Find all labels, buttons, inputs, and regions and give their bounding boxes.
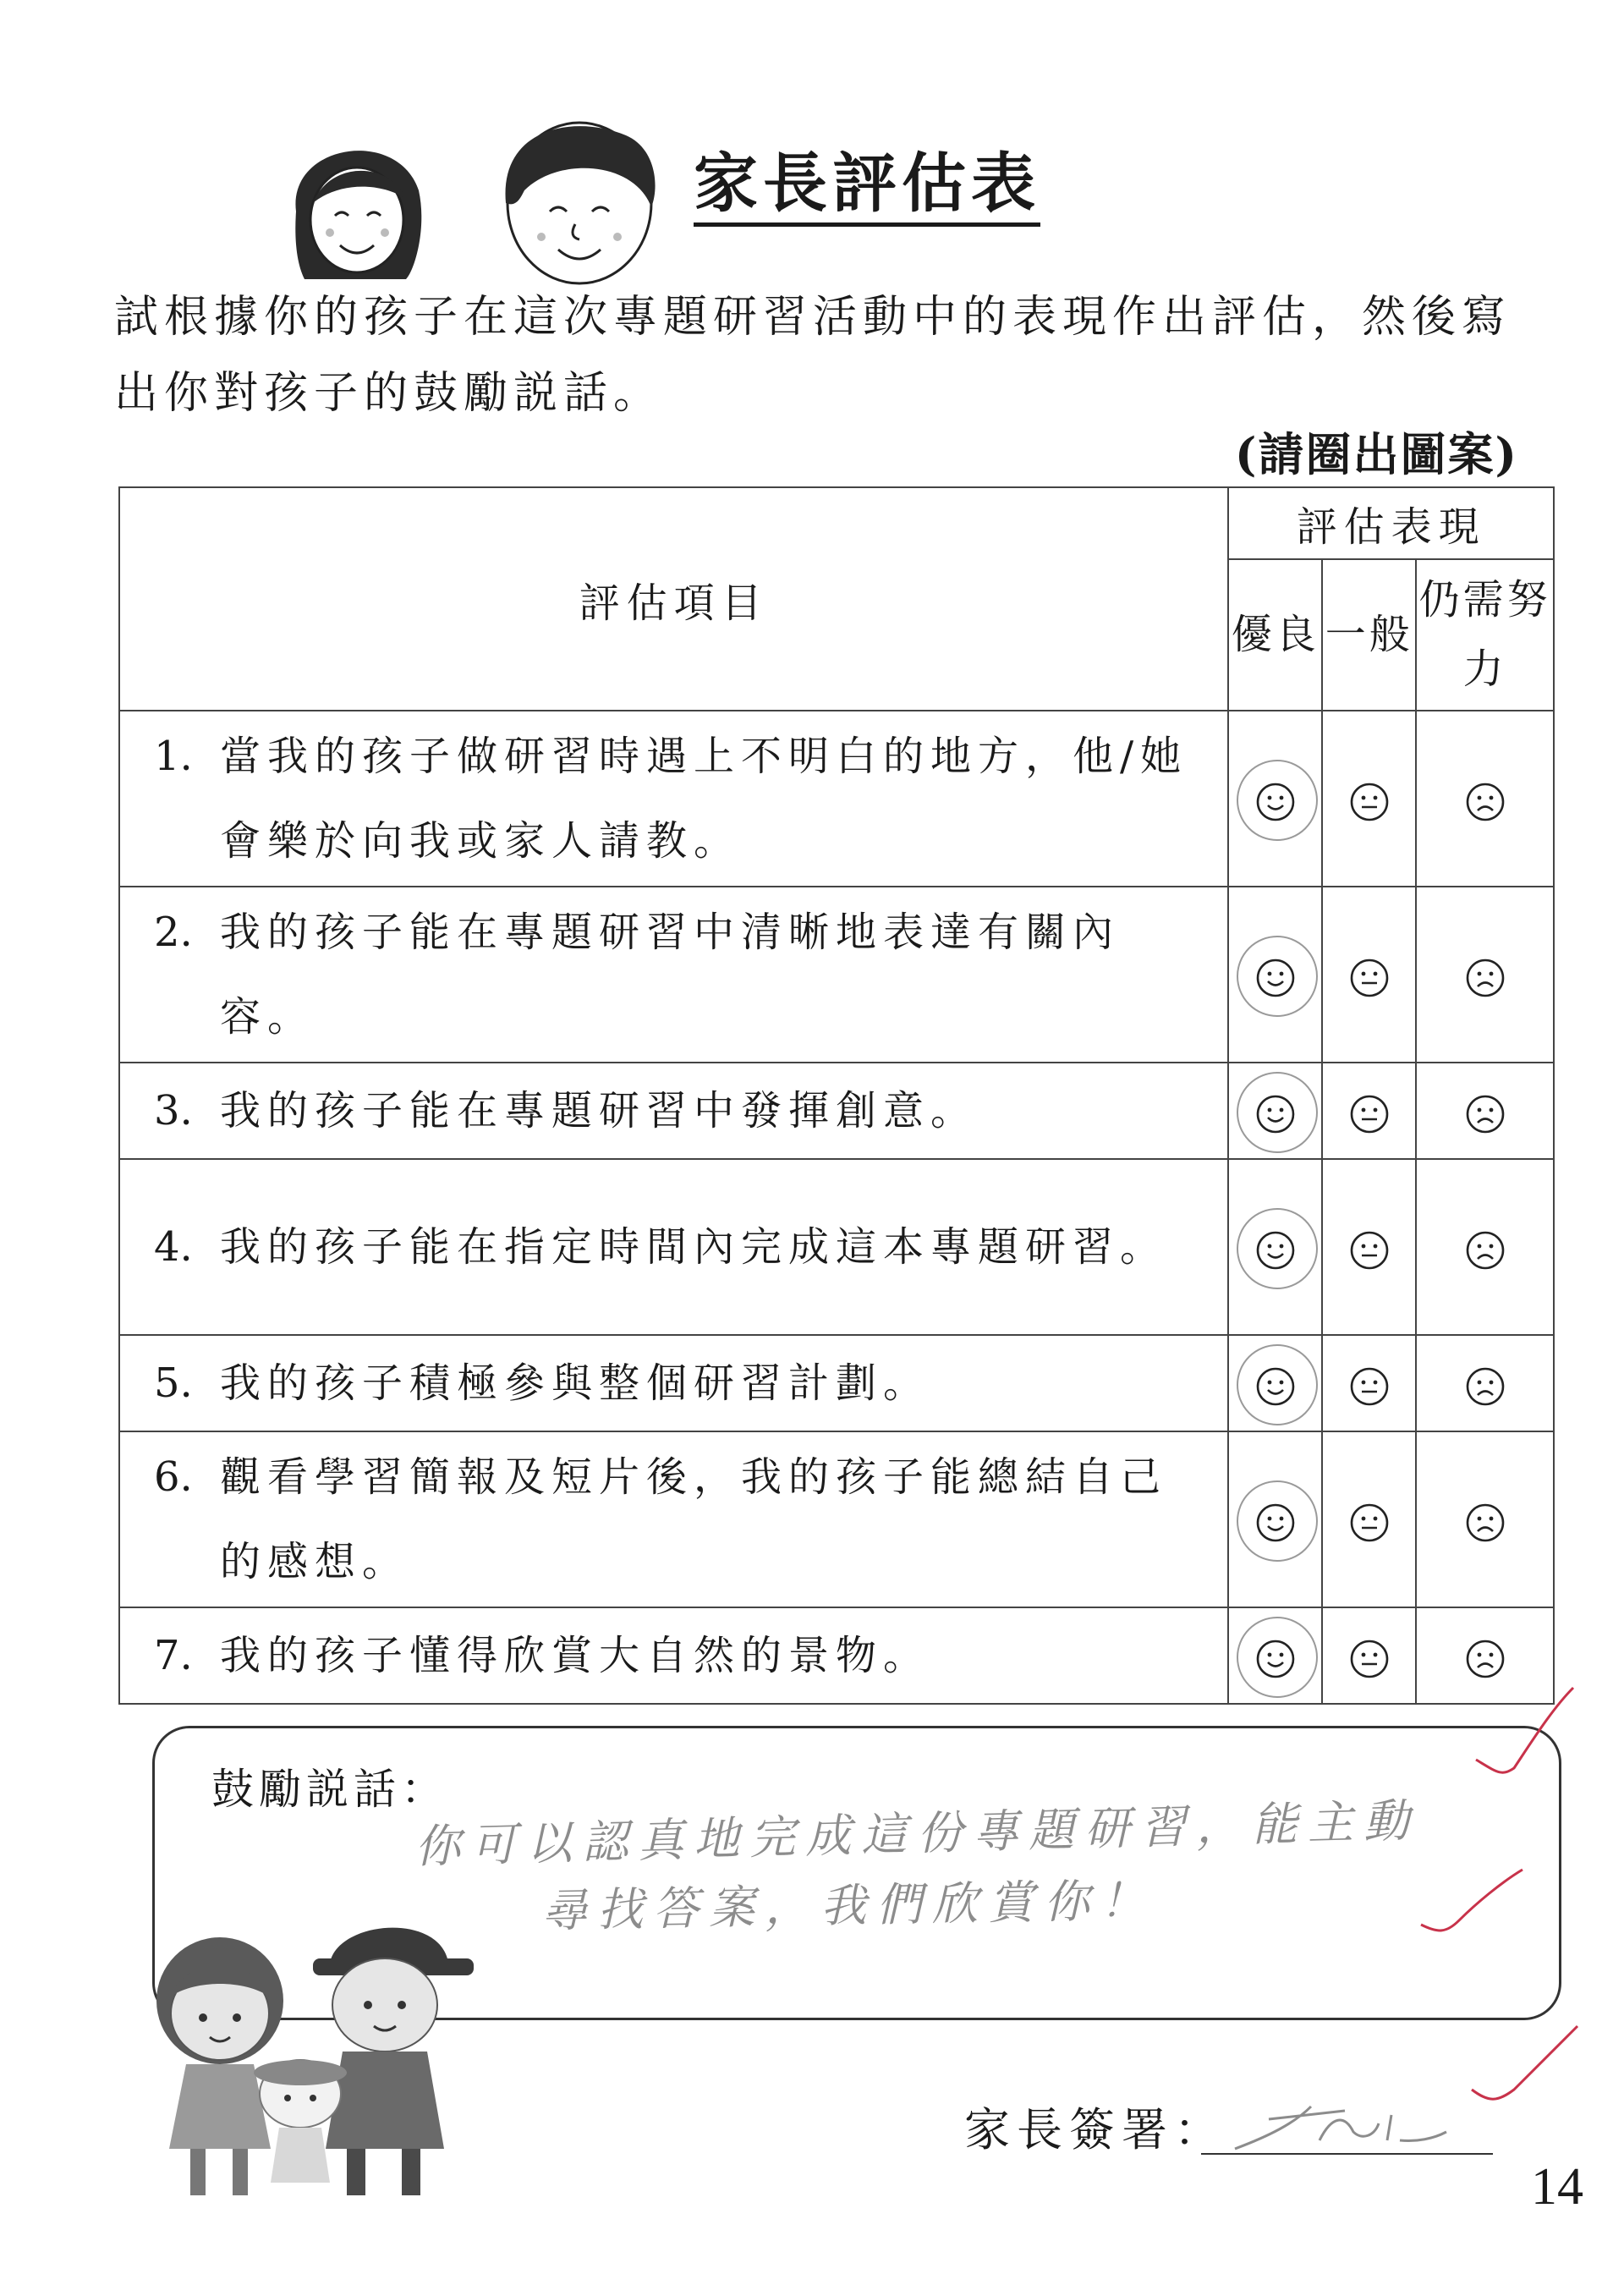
- rating-header-needs-effort: 仍需努力: [1416, 559, 1554, 711]
- sad-face-icon: [1465, 782, 1506, 822]
- assessment-item: [119, 1159, 1228, 1335]
- rating-header-excellent: 優良: [1228, 559, 1322, 711]
- rating-option[interactable]: [1322, 887, 1416, 1063]
- parents-illustration: [279, 110, 677, 296]
- assessment-item: [119, 887, 1228, 1063]
- rating-option[interactable]: [1416, 1607, 1554, 1704]
- rating-option[interactable]: [1322, 1607, 1416, 1704]
- smiley-face-icon: [1255, 958, 1296, 998]
- assessment-item: [119, 1063, 1228, 1159]
- item-number: 7.: [154, 1632, 193, 1679]
- page-title: 家長評估表: [694, 148, 1040, 227]
- rating-option[interactable]: [1228, 1063, 1322, 1159]
- rating-option[interactable]: [1416, 1431, 1554, 1607]
- sad-face-icon: [1465, 1502, 1506, 1543]
- item-text: 我的孩子能在專題研習中清晰地表達有關內容。: [220, 909, 1121, 1041]
- neutral-face-icon: [1349, 782, 1390, 822]
- item-number: 3.: [154, 1087, 193, 1134]
- rating-option[interactable]: [1416, 1335, 1554, 1431]
- handwritten-comment-line-2: 尋找答案，我們欣賞你！: [540, 1873, 1156, 1938]
- father-face-icon: [506, 123, 656, 283]
- smiley-face-icon: [1255, 1639, 1296, 1679]
- rating-option[interactable]: [1322, 711, 1416, 887]
- neutral-face-icon: [1349, 1502, 1390, 1543]
- smiley-face-icon: [1255, 1366, 1296, 1407]
- circle-instruction: (請圈出圖案): [1234, 427, 1518, 481]
- neutral-face-icon: [1349, 958, 1390, 998]
- item-text: 當我的孩子做研習時遇上不明白的地方，他/她會樂於向我或家人請教。: [220, 733, 1188, 865]
- neutral-face-icon: [1349, 1094, 1390, 1134]
- assessment-item: [119, 1335, 1228, 1431]
- smiley-face-icon: [1255, 782, 1296, 822]
- sad-face-icon: [1465, 958, 1506, 998]
- neutral-face-icon: [1349, 1366, 1390, 1407]
- rating-option[interactable]: [1322, 1063, 1416, 1159]
- sad-face-icon: [1465, 1366, 1506, 1407]
- handwritten-comment-line-1: 你可以認真地完成這份專題研習，能主動: [414, 1793, 1420, 1874]
- table-row: [119, 887, 1554, 1063]
- rating-header-average: 一般: [1322, 559, 1416, 711]
- item-text: 我的孩子能在專題研習中發揮創意。: [220, 1087, 979, 1134]
- rating-option[interactable]: [1416, 1063, 1554, 1159]
- children-illustration: [127, 1903, 550, 2216]
- table-row: [119, 1607, 1554, 1704]
- signature-label: 家長簽署：: [964, 2103, 1226, 2156]
- rating-option[interactable]: [1416, 887, 1554, 1063]
- smiley-face-icon: [1255, 1502, 1296, 1543]
- item-number: 2.: [154, 909, 193, 956]
- smiley-face-icon: [1255, 1094, 1296, 1134]
- neutral-face-icon: [1349, 1230, 1390, 1271]
- assessment-item: [119, 1607, 1228, 1704]
- neutral-face-icon: [1349, 1639, 1390, 1679]
- rating-option[interactable]: [1228, 711, 1322, 887]
- rating-table: [118, 486, 1555, 1705]
- item-number: 5.: [154, 1359, 193, 1407]
- page-number: 14: [1531, 2158, 1583, 2216]
- item-column-header: 評估項目: [119, 487, 1228, 711]
- smiley-face-icon: [1255, 1230, 1296, 1271]
- sad-face-icon: [1465, 1230, 1506, 1271]
- table-row: [119, 1063, 1554, 1159]
- item-text: 我的孩子懂得欣賞大自然的景物。: [220, 1632, 931, 1679]
- comment-label: 鼓勵説話：: [211, 1765, 448, 1814]
- checkmark-icon: [1472, 2026, 1577, 2099]
- rating-option[interactable]: [1416, 711, 1554, 887]
- rating-option[interactable]: [1228, 1607, 1322, 1704]
- instruction-text: 試根據你的孩子在這次專題研習活動中的表現作出評估，然後寫出你對孩子的鼓勵説話。: [114, 292, 1512, 419]
- rating-option[interactable]: [1228, 1431, 1322, 1607]
- rating-option[interactable]: [1228, 1159, 1322, 1335]
- rating-option[interactable]: [1228, 887, 1322, 1063]
- rating-option[interactable]: [1416, 1159, 1554, 1335]
- rating-option[interactable]: [1228, 1335, 1322, 1431]
- item-number: 6.: [154, 1453, 193, 1501]
- item-text: 我的孩子能在指定時間內完成這本專題研習。: [220, 1223, 1168, 1271]
- assessment-item: [119, 1431, 1228, 1607]
- table-row: [119, 1159, 1554, 1335]
- assessment-item: [119, 711, 1228, 887]
- item-number: 1.: [154, 733, 193, 780]
- table-row: [119, 1431, 1554, 1607]
- sad-face-icon: [1465, 1639, 1506, 1679]
- rating-option[interactable]: [1322, 1431, 1416, 1607]
- table-row: [119, 711, 1554, 887]
- item-number: 4.: [154, 1223, 193, 1271]
- item-text: 我的孩子積極參與整個研習計劃。: [220, 1359, 931, 1407]
- sad-face-icon: [1465, 1094, 1506, 1134]
- mother-face-icon: [295, 151, 421, 279]
- table-row: [119, 1335, 1554, 1431]
- item-text: 觀看學習簡報及短片後，我的孩子能總結自己的感想。: [220, 1453, 1168, 1585]
- rating-option[interactable]: [1322, 1159, 1416, 1335]
- signature-line[interactable]: [1201, 2153, 1493, 2155]
- rating-option[interactable]: [1322, 1335, 1416, 1431]
- parent-signature: [1218, 2090, 1497, 2157]
- rating-group-header: 評估表現: [1228, 487, 1554, 559]
